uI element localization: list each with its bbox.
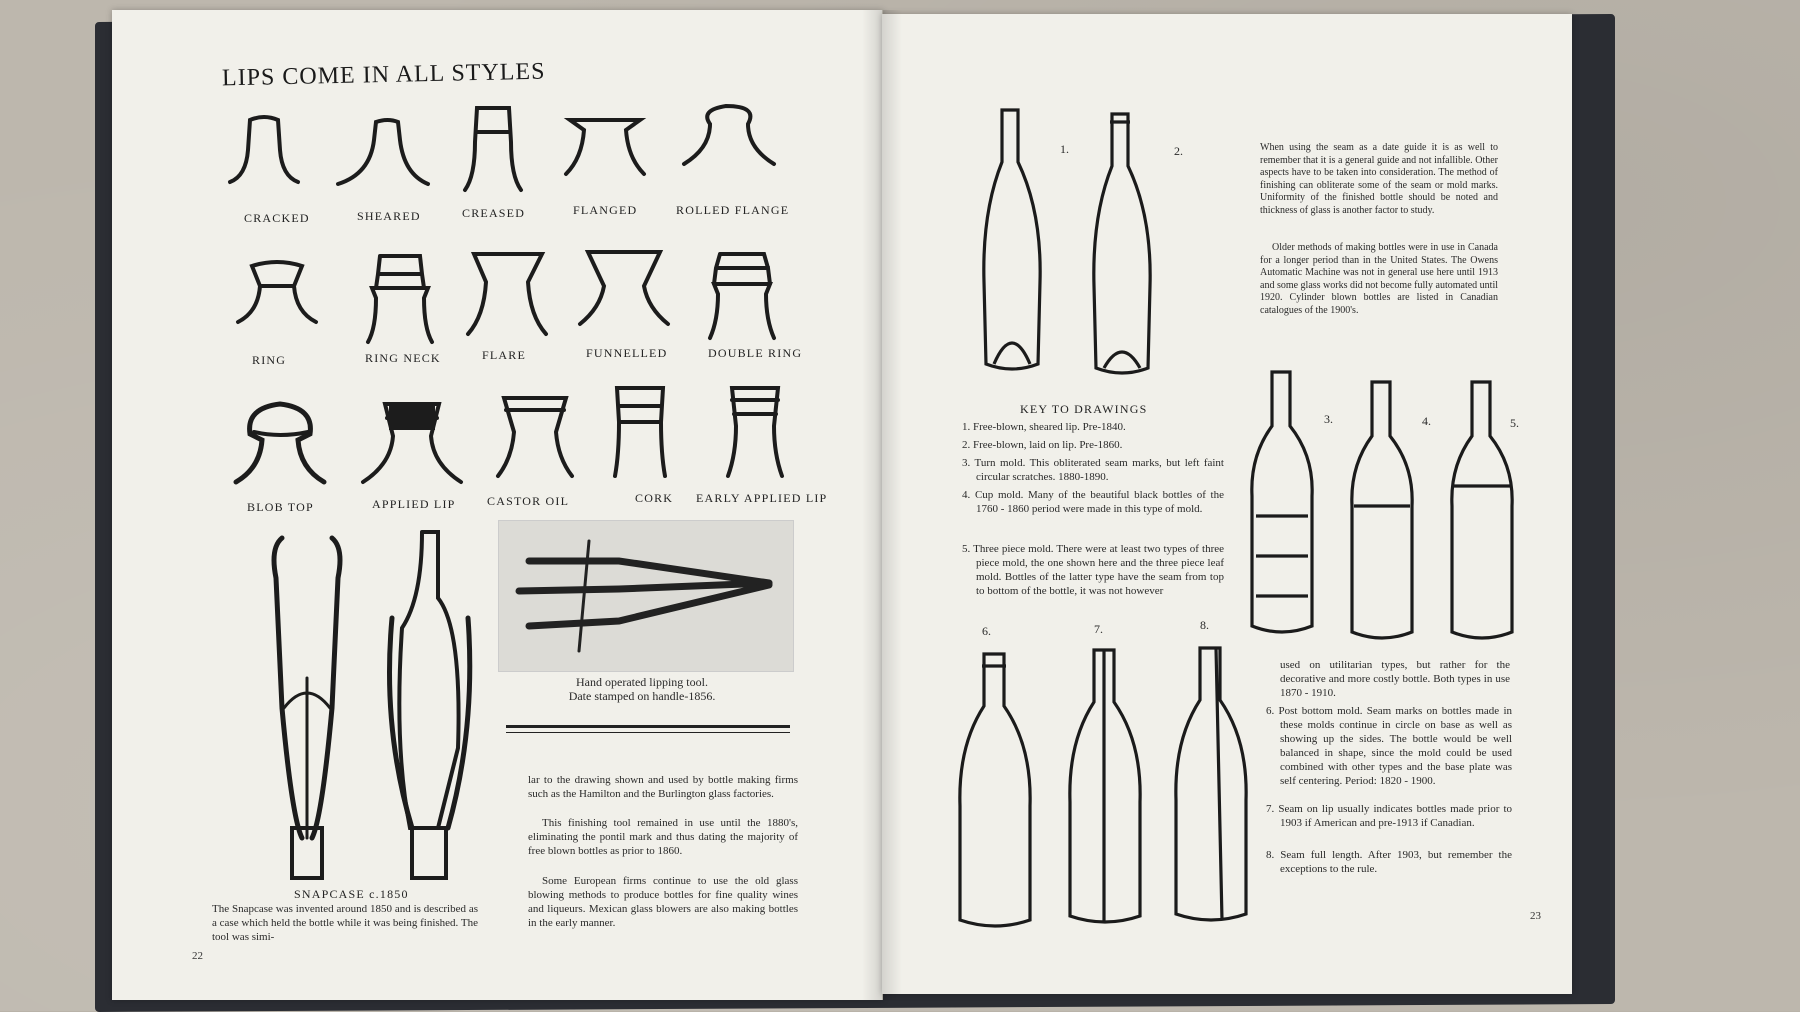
bottle-number: 3. <box>1324 412 1333 426</box>
column-paragraph-3: Some European firms continue to use the old glass blowing methods to produce bottles for fine quality wines and liqueurs. Mexican glass blowers are also making bottles in the early manner. <box>528 875 798 929</box>
key-item: 4. Cup mold. Many of the beautiful black bottles of the 1760 - 1860 period were made in this type of mold. <box>962 489 1224 515</box>
bottle-1-icon <box>972 102 1052 382</box>
bottle-number: 6. <box>982 624 991 638</box>
page-title: LIPS COME IN ALL STYLES <box>221 58 546 92</box>
bottle-number: 1. <box>1060 142 1069 156</box>
lip-label: APPLIED LIP <box>372 497 456 511</box>
lip-label: ROLLED FLANGE <box>676 203 790 217</box>
creased-lip-icon <box>457 102 527 197</box>
intro-paragraph-2: Older methods of making bottles were in use in Canada for a longer period than in the United States. The Owens Automatic Machine was not in general use here until 1913 and some glass works did not become fully automated until 1920. Cylinder blown bottles are listed in Canadian catalogues of the 1900's. <box>1260 242 1499 316</box>
page-number: 23 <box>1530 910 1541 922</box>
page-number: 22 <box>192 950 203 962</box>
lipping-tool-icon <box>499 521 793 671</box>
snapcase-title: SNAPCASE c.1850 <box>294 887 409 901</box>
bottle-2-icon <box>1082 106 1162 386</box>
photo-caption-line-1: Hand operated lipping tool. <box>576 675 708 689</box>
bottle-7-icon <box>1060 642 1150 932</box>
lip-label: CASTOR OIL <box>487 494 570 508</box>
key-item: 3. Turn mold. This obliterated seam marks, but left faint circular scratches. 1880-1890. <box>962 457 1224 483</box>
double-ring-lip-icon <box>702 250 782 345</box>
right-page <box>882 14 1572 994</box>
lip-label: RING <box>252 353 287 367</box>
key-item: 6. Post bottom mold. Seam marks on bottles made in these molds continue in circle on base as well as showing up the sides. The bottle would be well balanced in shape, since the mold could be used combined with other types and the base plate was self centering. Period: 1820 - 1900. <box>1266 705 1512 787</box>
column-paragraph-2: This finishing tool remained in use until the 1880's, eliminating the pontil mark and thus dating the majority of free blown bottles as prior to 1860. <box>528 817 798 857</box>
lip-label: EARLY APPLIED LIP <box>696 491 828 505</box>
bottle-number: 2. <box>1174 144 1183 158</box>
lip-label: CREASED <box>462 206 526 220</box>
applied-lip-icon <box>357 388 467 488</box>
key-item: 7. Seam on lip usually indicates bottles made prior to 1903 if American and pre-1913 if Canadian. <box>1266 803 1512 829</box>
divider-rule <box>506 732 790 733</box>
bottle-number: 7. <box>1094 622 1103 636</box>
column-paragraph-1: lar to the drawing shown and used by bottle making firms such as the Hamilton and the Burlington glass factories. <box>528 774 798 800</box>
rolled-flange-lip-icon <box>678 100 778 170</box>
snapcase-drawing-icon <box>262 528 482 880</box>
bottle-number: 5. <box>1510 416 1519 430</box>
continued-paragraph: used on utilitarian types, but rather for the decorative and more costly bottle. Both types in use 1870 - 1910. <box>1280 659 1510 699</box>
lip-label: BLOB TOP <box>247 500 314 514</box>
lipping-tool-photo <box>498 520 794 672</box>
early-applied-lip-icon <box>720 382 790 482</box>
key-item: 1. Free-blown, sheared lip. Pre-1840. <box>962 421 1126 433</box>
flare-lip-icon <box>462 246 552 341</box>
sheared-lip-icon <box>332 110 432 190</box>
cork-lip-icon <box>605 382 675 482</box>
funnelled-lip-icon <box>574 246 674 331</box>
photo-caption-line-2: Date stamped on handle-1856. <box>568 689 716 703</box>
lip-label: FLARE <box>482 348 527 362</box>
bottle-8-icon <box>1166 640 1256 930</box>
lip-label: SHEARED <box>357 209 421 223</box>
cracked-lip-icon <box>224 110 304 190</box>
book-gutter <box>862 10 902 1000</box>
ring-neck-lip-icon <box>360 248 440 348</box>
blob-top-lip-icon <box>230 388 330 488</box>
lip-label: FUNNELLED <box>586 346 668 360</box>
snapcase-text: The Snapcase was invented around 1850 and is described as a case which held the bottle while it was being finished. The tool was simi- <box>212 903 478 943</box>
castor-oil-lip-icon <box>490 388 580 483</box>
bottle-number: 4. <box>1422 414 1431 428</box>
lip-label: DOUBLE RING <box>708 346 803 360</box>
key-title: KEY TO DRAWINGS <box>1020 402 1148 416</box>
left-page <box>112 10 883 1000</box>
lip-label: RING NECK <box>365 351 441 365</box>
divider-rule <box>506 725 790 728</box>
key-item: 8. Seam full length. After 1903, but remember the exceptions to the rule. <box>1266 849 1512 875</box>
key-item: 2. Free-blown, laid on lip. Pre-1860. <box>962 439 1123 451</box>
bottle-4-icon <box>1342 376 1422 656</box>
flanged-lip-icon <box>560 100 650 180</box>
bottle-6-icon <box>950 646 1040 936</box>
bottle-number: 8. <box>1200 618 1209 632</box>
lip-label: CRACKED <box>244 211 310 225</box>
intro-paragraph-1: When using the seam as a date guide it is as well to remember that it is a general guide and not infallible. Other aspects have to be taken into consideration. The method of finishing can obliterate some of the seam or mold marks. Uniformity of the finished bottle should be noted and thickness of glass is another factor to study. <box>1260 142 1498 216</box>
key-item: 5. Three piece mold. There were at least two types of three piece mold, the one shown here and the three piece leaf mold. Bottles of the latter type have the seam from top to bottom of the bottle, it was not however <box>962 543 1224 597</box>
lip-label: FLANGED <box>573 203 638 217</box>
ring-lip-icon <box>232 250 322 330</box>
lip-label: CORK <box>635 491 674 505</box>
bottle-3-icon <box>1242 366 1322 646</box>
